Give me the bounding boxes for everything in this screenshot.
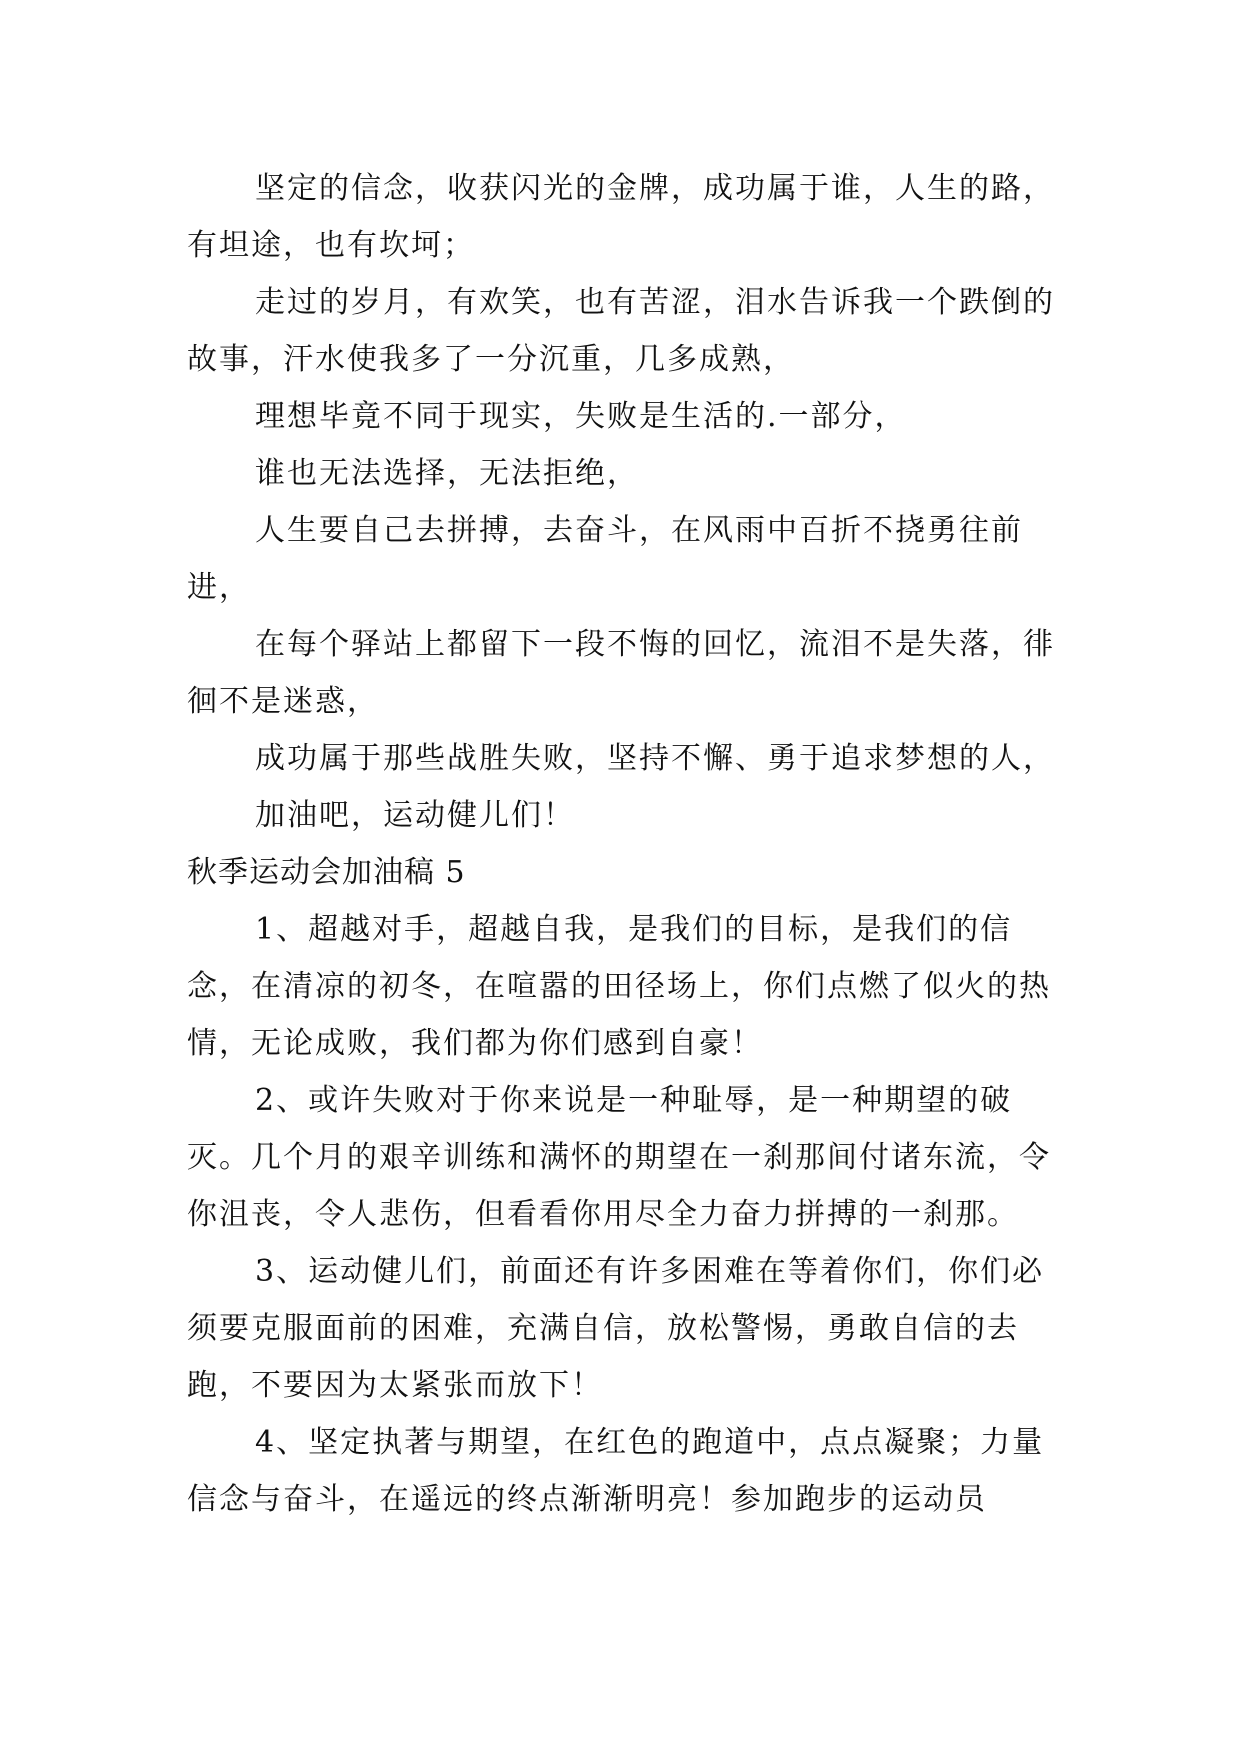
paragraph: 1、超越对手，超越自我，是我们的目标，是我们的信念，在清凉的初冬，在喧嚣的田径场上，你们点燃了似火的热情，无论成败，我们都为你们感到自豪！ — [187, 912, 1051, 1061]
paragraph: 在每个驿站上都留下一段不悔的回忆，流泪不是失落，徘徊不是迷惑， — [187, 627, 1055, 719]
paragraph: 坚定的信念，收获闪光的金牌，成功属于谁，人生的路，有坦途，也有坎坷； — [187, 171, 1055, 263]
paragraph: 成功属于那些战胜失败，坚持不懈、勇于追求梦想的人， — [255, 741, 1055, 776]
paragraph: 理想毕竟不同于现实，失败是生活的.一部分， — [255, 399, 907, 434]
document-body — [187, 160, 1067, 1528]
paragraph: 人生要自己去拼搏，去奋斗，在风雨中百折不挠勇往前进， — [187, 513, 1023, 605]
paragraph: 4、坚定执著与期望，在红色的跑道中，点点凝聚；力量信念与奋斗，在遥远的终点渐渐明亮！参加跑步的运动员 — [187, 1425, 1045, 1517]
paragraph: 3、运动健儿们，前面还有许多困难在等着你们，你们必须要克服面前的困难，充满自信，放松警惕，勇敢自信的去跑，不要因为太紧张而放下！ — [187, 1254, 1045, 1403]
paragraph: 谁也无法选择，无法拒绝， — [255, 456, 639, 491]
paragraph: 走过的岁月，有欢笑，也有苦涩，泪水告诉我一个跌倒的故事，汗水使我多了一分沉重，几多成熟， — [187, 285, 1055, 377]
paragraph: 2、或许失败对于你来说是一种耻辱，是一种期望的破灭。几个月的艰辛训练和满怀的期望在一刹那间付诸东流，令你沮丧，令人悲伤，但看看你用尽全力奋力拼搏的一刹那。 — [187, 1083, 1051, 1232]
paragraph: 加油吧，运动健儿们！ — [255, 798, 575, 833]
section-heading: 秋季运动会加油稿 5 — [187, 855, 466, 890]
